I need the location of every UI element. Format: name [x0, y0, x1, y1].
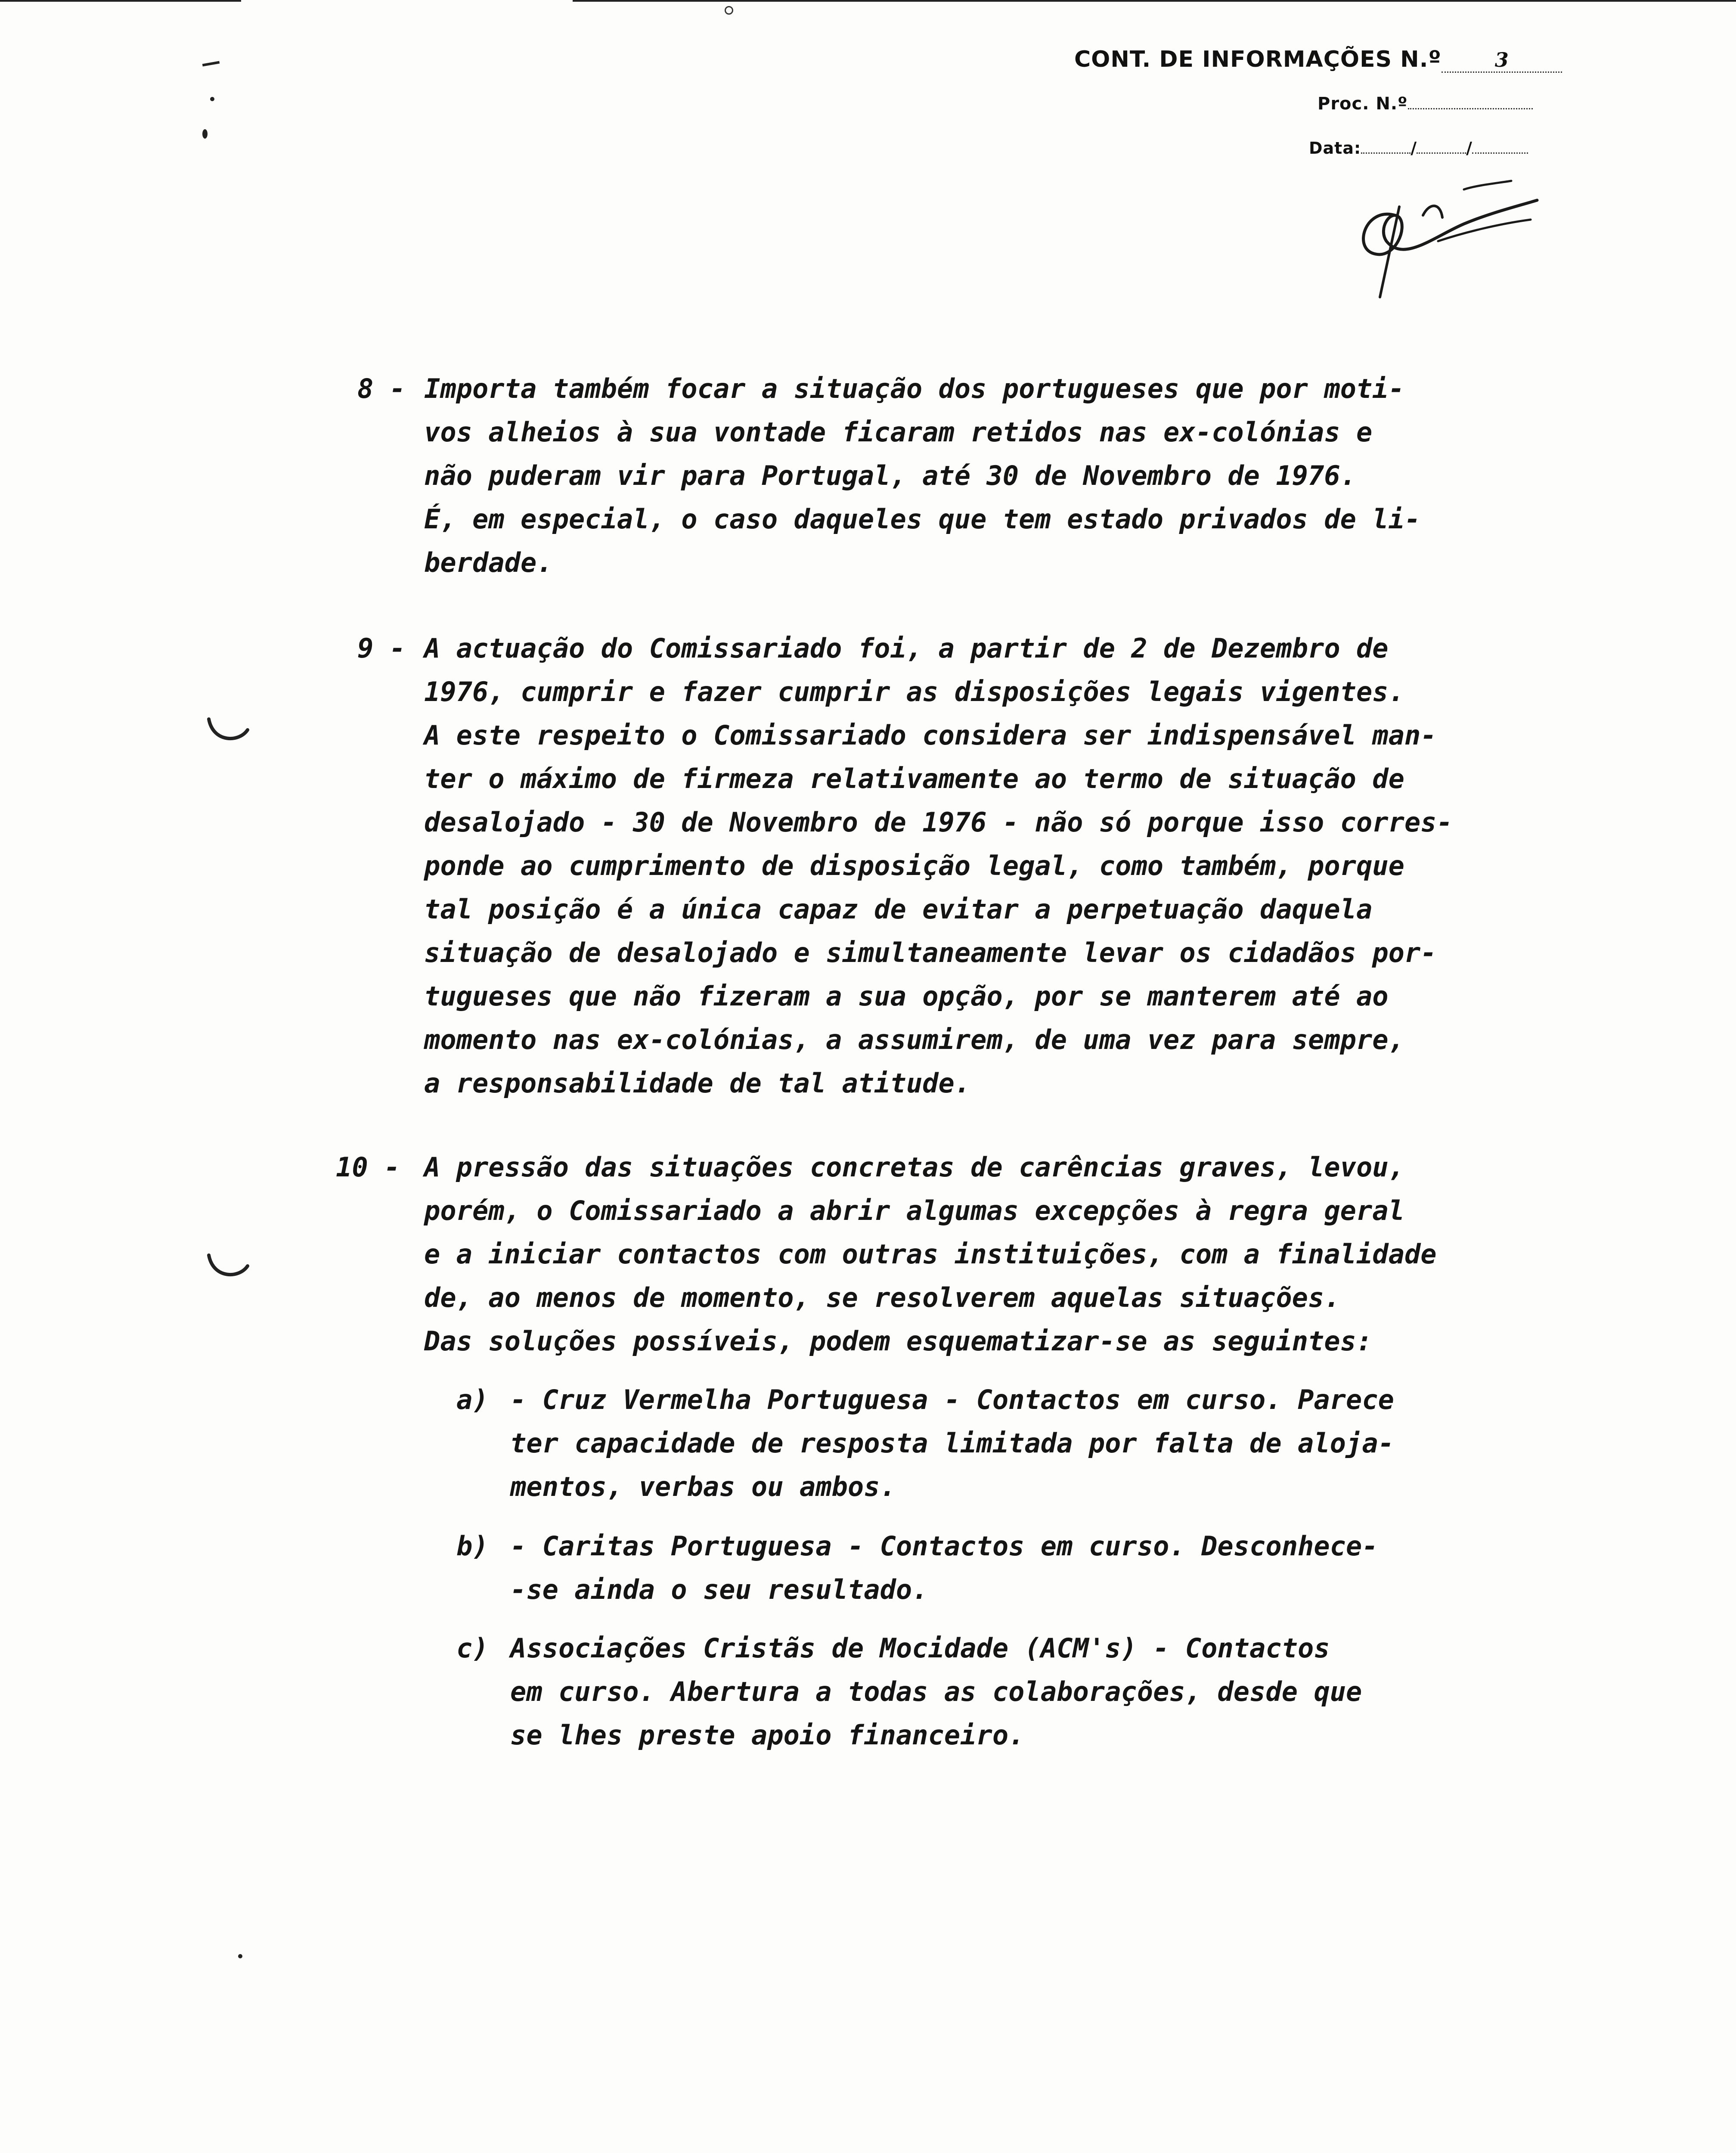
- cont-informacoes-number: 3: [1442, 48, 1562, 73]
- text-line: mentos, verbas ou ambos.: [510, 1471, 896, 1502]
- proc-label: Proc. N.º: [1318, 94, 1408, 114]
- text-line: É, em especial, o caso daqueles que tem estado privados de li-: [424, 503, 1421, 535]
- date-field: [1309, 139, 1528, 158]
- text-line: Das soluções possíveis, podem esquematizar-se as seguintes:: [424, 1325, 1373, 1357]
- text-line: desalojado - 30 de Novembro de 1976 - não só porque isso corres-: [424, 807, 1453, 838]
- list-item: [510, 1626, 1362, 1757]
- margin-mark-icon: [202, 129, 208, 139]
- hole-mark-icon: [725, 6, 733, 15]
- text-line: A pressão das situações concretas de carências graves, levou,: [424, 1151, 1404, 1183]
- date-label: Data:: [1309, 139, 1361, 158]
- list-item-label: a): [456, 1384, 489, 1415]
- text-line: a responsabilidade de tal atitude.: [424, 1067, 971, 1099]
- text-line: não puderam vir para Portugal, até 30 de Novembro de 1976.: [424, 460, 1356, 491]
- proc-field: [1318, 94, 1533, 114]
- top-edge-rule: [0, 0, 241, 2]
- paragraph-10: [424, 1145, 1437, 1363]
- text-line: A actuação do Comissariado foi, a partir de 2 de Dezembro de: [424, 633, 1389, 664]
- list-item: [510, 1524, 1378, 1611]
- text-line: vos alheios à sua vontade ficaram retidos nas ex-colónias e: [424, 416, 1373, 448]
- paragraph-number: 10 -: [336, 1151, 400, 1183]
- text-line: e a iniciar contactos com outras instituições, com a finalidade: [424, 1238, 1437, 1270]
- date-separator: /: [1410, 139, 1417, 158]
- list-item: [510, 1378, 1394, 1508]
- list-item-label: b): [456, 1530, 489, 1562]
- paragraph-number: 9 -: [357, 633, 406, 664]
- text-line: tal posição é a única capaz de evitar a perpetuação daquela: [424, 893, 1373, 925]
- text-line: momento nas ex-colónias, a assumirem, de uma vez para sempre,: [424, 1024, 1404, 1055]
- paragraph-8: [424, 367, 1420, 584]
- text-line: situação de desalojado e simultaneamente levar os cidadãos por-: [424, 937, 1437, 968]
- text-line: - Cruz Vermelha Portuguesa - Contactos em curso. Parece: [510, 1384, 1394, 1415]
- text-line: 1976, cumprir e fazer cumprir as disposições legais vigentes.: [424, 676, 1404, 707]
- text-line: ponde ao cumprimento de disposição legal, como também, porque: [424, 850, 1404, 881]
- text-line: A este respeito o Comissariado considera ser indispensável man-: [424, 720, 1437, 751]
- text-line: ter capacidade de resposta limitada por falta de aloja-: [510, 1427, 1394, 1459]
- top-edge-rule: [573, 0, 1736, 2]
- text-line: tugueses que não fizeram a sua opção, por se manterem até ao: [424, 980, 1389, 1012]
- margin-bracket-icon: [205, 713, 252, 747]
- cont-informacoes-field: [1074, 47, 1562, 73]
- date-separator: /: [1466, 139, 1472, 158]
- signature-icon: [1335, 177, 1550, 306]
- margin-dot-icon: [238, 1954, 242, 1958]
- text-line: berdade.: [424, 547, 553, 578]
- list-item-label: c): [456, 1632, 489, 1664]
- text-line: se lhes preste apoio financeiro.: [510, 1719, 1025, 1751]
- paragraph-9: [424, 627, 1453, 1105]
- text-line: porém, o Comissariado a abrir algumas excepções à regra geral: [424, 1195, 1404, 1226]
- text-line: ter o máximo de firmeza relativamente ao termo de situação de: [424, 763, 1404, 794]
- text-line: -se ainda o seu resultado.: [510, 1574, 928, 1605]
- paragraph-number: 8 -: [357, 373, 406, 404]
- text-line: - Caritas Portuguesa - Contactos em curso. Desconhece-: [510, 1530, 1378, 1562]
- text-line: Importa também focar a situação dos portugueses que por moti-: [424, 373, 1404, 404]
- text-line: de, ao menos de momento, se resolverem aquelas situações.: [424, 1282, 1340, 1313]
- text-line: Associações Cristãs de Mocidade (ACM's) - Contactos: [510, 1632, 1330, 1664]
- margin-mark-icon: [202, 61, 220, 67]
- text-line: em curso. Abertura a todas as colaborações, desde que: [510, 1676, 1362, 1707]
- cont-informacoes-label: CONT. DE INFORMAÇÕES N.º: [1074, 47, 1442, 72]
- margin-dot-icon: [210, 97, 214, 101]
- margin-bracket-icon: [205, 1249, 252, 1283]
- proc-value: [1408, 108, 1533, 109]
